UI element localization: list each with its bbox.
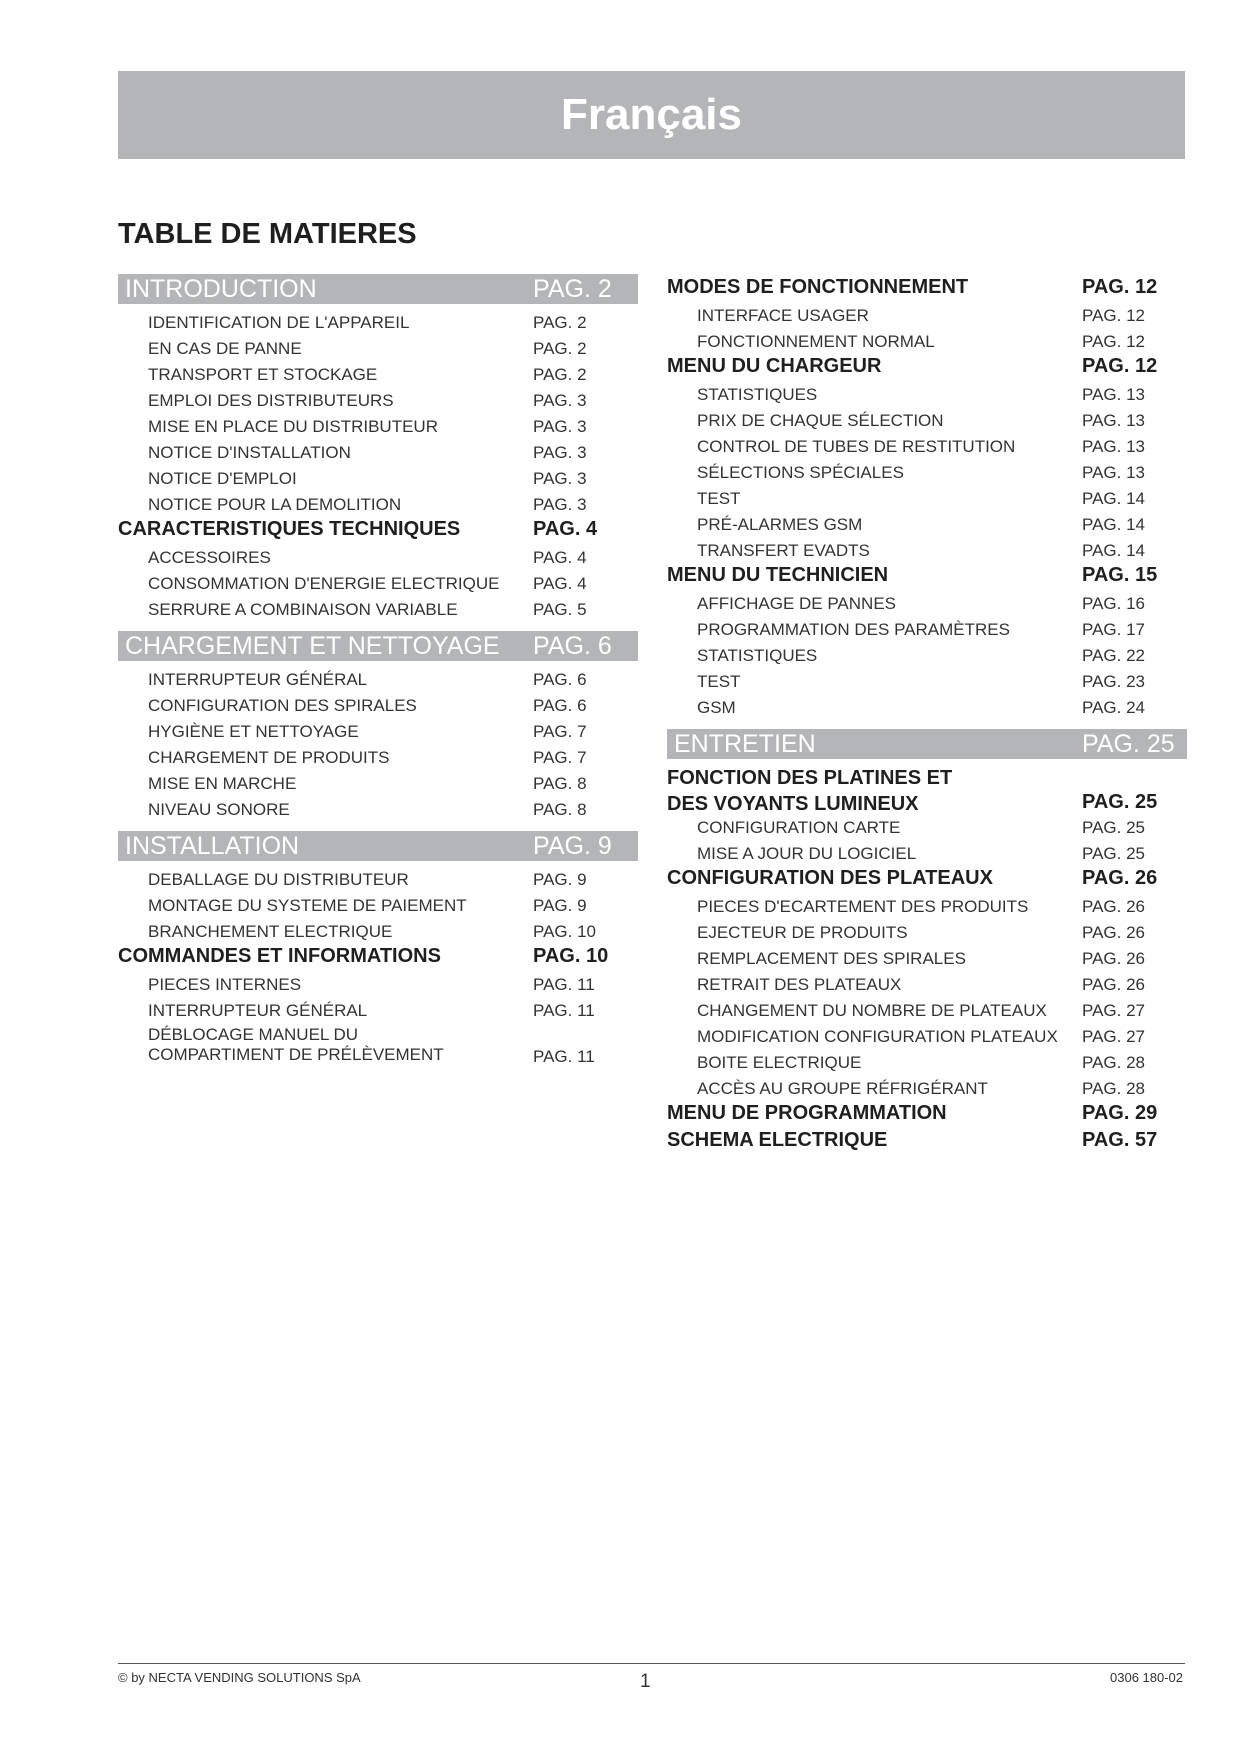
toc-heading-entry[interactable] xyxy=(667,1102,1187,1129)
toc-item-title: NIVEAU SONORE xyxy=(148,800,290,819)
toc-item-title: NOTICE D'EMPLOI xyxy=(148,469,297,488)
toc-item-entry[interactable] xyxy=(667,972,1187,998)
toc-item-page: PAG. 3 xyxy=(533,443,587,462)
toc-item-title: MISE EN MARCHE xyxy=(148,774,297,793)
toc-item-entry[interactable] xyxy=(118,388,638,414)
toc-item-entry[interactable] xyxy=(118,693,638,719)
toc-item-page: PAG. 25 xyxy=(1082,818,1145,837)
toc-item-title: ACCÈS AU GROUPE RÉFRIGÉRANT xyxy=(697,1079,988,1098)
toc-item-page: PAG. 5 xyxy=(533,600,587,619)
toc-item-page: PAG. 22 xyxy=(1082,646,1145,665)
toc-item-entry[interactable] xyxy=(118,893,638,919)
toc-item-entry[interactable] xyxy=(667,408,1187,434)
toc-item-title: REMPLACEMENT DES SPIRALES xyxy=(697,949,966,968)
toc-heading-entry[interactable] xyxy=(667,765,1187,815)
toc-item-title: SÉLECTIONS SPÉCIALES xyxy=(697,463,904,482)
toc-heading-page: PAG. 4 xyxy=(533,518,598,540)
toc-item-entry[interactable] xyxy=(118,719,638,745)
toc-item-entry[interactable] xyxy=(118,492,638,518)
toc-item-title: CHARGEMENT DE PRODUITS xyxy=(148,748,390,767)
toc-item-page: PAG. 10 xyxy=(533,922,596,941)
toc-item-title: TEST xyxy=(697,672,741,691)
toc-item-title: PRÉ-ALARMES GSM xyxy=(697,515,863,534)
toc-item-page: PAG. 16 xyxy=(1082,594,1145,613)
toc-heading-page: PAG. 26 xyxy=(1082,867,1158,889)
toc-item-title: NOTICE POUR LA DEMOLITION xyxy=(148,495,402,514)
toc-item-title-line1: DÉBLOCAGE MANUEL DU xyxy=(148,1025,359,1044)
toc-heading-title-line1: FONCTION DES PLATINES ET xyxy=(667,767,953,789)
toc-item-page: PAG. 12 xyxy=(1082,306,1145,325)
toc-item-page: PAG. 8 xyxy=(533,774,587,793)
toc-item-title: MONTAGE DU SYSTEME DE PAIEMENT xyxy=(148,896,467,915)
toc-item-page: PAG. 2 xyxy=(533,339,587,358)
toc-item-entry[interactable] xyxy=(667,695,1187,721)
toc-item-entry[interactable] xyxy=(118,797,638,823)
toc-right-column xyxy=(667,276,1187,1156)
toc-item-page: PAG. 11 xyxy=(533,1047,595,1066)
toc-item-page: PAG. 4 xyxy=(533,574,587,593)
toc-item-title: AFFICHAGE DE PANNES xyxy=(697,594,896,613)
toc-item-title: STATISTIQUES xyxy=(697,646,818,665)
toc-item-title: EJECTEUR DE PRODUITS xyxy=(697,923,908,942)
toc-item-entry[interactable] xyxy=(118,1024,638,1070)
toc-item-entry[interactable] xyxy=(667,382,1187,408)
footer-divider xyxy=(118,1663,1185,1664)
toc-heading-entry[interactable] xyxy=(118,945,638,972)
toc-item-entry[interactable] xyxy=(667,1024,1187,1050)
toc-item-page: PAG. 3 xyxy=(533,495,587,514)
toc-heading-page: PAG. 29 xyxy=(1082,1102,1158,1124)
toc-item-page: PAG. 27 xyxy=(1082,1001,1145,1020)
toc-item-title: MISE A JOUR DU LOGICIEL xyxy=(697,844,917,863)
toc-section-title: CHARGEMENT ET NETTOYAGE xyxy=(125,632,500,660)
language-banner xyxy=(118,71,1185,159)
toc-item-title: EMPLOI DES DISTRIBUTEURS xyxy=(148,391,394,410)
toc-item-title: CONFIGURATION DES SPIRALES xyxy=(148,696,417,715)
toc-item-title: PIECES INTERNES xyxy=(148,975,302,994)
toc-item-title: TRANSFERT EVADTS xyxy=(697,541,870,560)
toc-item-entry[interactable] xyxy=(667,841,1187,867)
toc-left-column xyxy=(118,274,638,1070)
toc-item-title: MISE EN PLACE DU DISTRIBUTEUR xyxy=(148,417,438,436)
toc-item-page: PAG. 26 xyxy=(1082,975,1145,994)
footer-copyright: © by NECTA VENDING SOLUTIONS SpA xyxy=(118,1670,361,1685)
toc-heading-page: PAG. 10 xyxy=(533,945,609,967)
toc-heading-title: MENU DU CHARGEUR xyxy=(667,355,882,377)
toc-item-page: PAG. 3 xyxy=(533,417,587,436)
toc-heading-title: MODES DE FONCTIONNEMENT xyxy=(667,276,969,298)
toc-item-entry[interactable] xyxy=(118,571,638,597)
toc-item-entry[interactable] xyxy=(667,617,1187,643)
toc-item-page: PAG. 11 xyxy=(533,975,595,994)
toc-item-title: PIECES D'ECARTEMENT DES PRODUITS xyxy=(697,897,1029,916)
toc-item-entry[interactable] xyxy=(118,867,638,893)
toc-item-entry[interactable] xyxy=(118,336,638,362)
toc-item-title: INTERRUPTEUR GÉNÉRAL xyxy=(148,670,368,689)
toc-item-page: PAG. 25 xyxy=(1082,844,1145,863)
toc-section-title: ENTRETIEN xyxy=(674,730,816,758)
toc-item-page: PAG. 26 xyxy=(1082,923,1145,942)
toc-item-title: CONFIGURATION CARTE xyxy=(697,818,901,837)
toc-heading-entry[interactable] xyxy=(667,1129,1187,1156)
toc-item-page: PAG. 13 xyxy=(1082,437,1145,456)
toc-item-page: PAG. 13 xyxy=(1082,385,1145,404)
toc-item-entry[interactable] xyxy=(667,1050,1187,1076)
footer-page-number: 1 xyxy=(640,1671,651,1692)
toc-title: TABLE DE MATIERES xyxy=(118,218,417,250)
toc-heading-title xyxy=(667,765,952,817)
toc-item-title: TEST xyxy=(697,489,741,508)
language-title: Français xyxy=(561,90,742,139)
toc-item-title: RETRAIT DES PLATEAUX xyxy=(697,975,902,994)
toc-item-entry[interactable] xyxy=(118,414,638,440)
toc-item-title: GSM xyxy=(697,698,736,717)
toc-item-title: INTERFACE USAGER xyxy=(697,306,869,325)
toc-section-header[interactable] xyxy=(118,631,638,661)
toc-item-title: IDENTIFICATION DE L'APPAREIL xyxy=(148,313,410,332)
toc-heading-title: CONFIGURATION DES PLATEAUX xyxy=(667,867,993,889)
toc-item-entry[interactable] xyxy=(667,434,1187,460)
toc-item-page: PAG. 14 xyxy=(1082,515,1145,534)
toc-item-entry[interactable] xyxy=(667,946,1187,972)
toc-item-entry[interactable] xyxy=(118,771,638,797)
toc-item-title xyxy=(148,1025,444,1065)
toc-heading-page: PAG. 57 xyxy=(1082,1129,1158,1151)
toc-item-title: NOTICE D'INSTALLATION xyxy=(148,443,351,462)
toc-section-title: INSTALLATION xyxy=(125,832,300,860)
toc-item-entry[interactable] xyxy=(118,545,638,571)
toc-item-entry[interactable] xyxy=(118,466,638,492)
toc-heading-entry[interactable] xyxy=(667,867,1187,894)
toc-heading-title: MENU DU TECHNICIEN xyxy=(667,564,889,586)
toc-heading-page: PAG. 15 xyxy=(1082,564,1158,586)
toc-item-entry[interactable] xyxy=(667,643,1187,669)
toc-item-entry[interactable] xyxy=(667,815,1187,841)
toc-item-page: PAG. 3 xyxy=(533,391,587,410)
toc-section-page: PAG. 9 xyxy=(533,832,612,860)
toc-item-entry[interactable] xyxy=(667,329,1187,355)
toc-item-entry[interactable] xyxy=(667,998,1187,1024)
toc-item-page: PAG. 26 xyxy=(1082,897,1145,916)
toc-item-page: PAG. 14 xyxy=(1082,489,1145,508)
toc-item-entry[interactable] xyxy=(118,972,638,998)
toc-item-page: PAG. 26 xyxy=(1082,949,1145,968)
toc-item-title: PROGRAMMATION DES PARAMÈTRES xyxy=(697,620,1010,639)
toc-item-page: PAG. 13 xyxy=(1082,411,1145,430)
toc-item-entry[interactable] xyxy=(667,669,1187,695)
toc-item-title: BRANCHEMENT ELECTRIQUE xyxy=(148,922,393,941)
toc-section-page: PAG. 6 xyxy=(533,632,612,660)
toc-item-title: PRIX DE CHAQUE SÉLECTION xyxy=(697,411,944,430)
toc-item-title: ACCESSOIRES xyxy=(148,548,271,567)
toc-item-entry[interactable] xyxy=(118,998,638,1024)
toc-item-entry[interactable] xyxy=(667,303,1187,329)
toc-item-page: PAG. 6 xyxy=(533,696,587,715)
toc-heading-page: PAG. 12 xyxy=(1082,276,1158,298)
toc-item-page: PAG. 28 xyxy=(1082,1079,1145,1098)
toc-item-page: PAG. 3 xyxy=(533,469,587,488)
toc-item-entry[interactable] xyxy=(118,667,638,693)
toc-item-title-line2: COMPARTIMENT DE PRÉLÈVEMENT xyxy=(148,1045,444,1064)
toc-section-page: PAG. 25 xyxy=(1082,730,1175,758)
toc-item-entry[interactable] xyxy=(667,920,1187,946)
toc-item-page: PAG. 9 xyxy=(533,870,587,889)
toc-item-title: DEBALLAGE DU DISTRIBUTEUR xyxy=(148,870,409,889)
toc-item-page: PAG. 11 xyxy=(533,1001,595,1020)
footer-doc-code: 0306 180-02 xyxy=(1110,1670,1184,1685)
toc-item-title: HYGIÈNE ET NETTOYAGE xyxy=(148,722,359,741)
toc-item-page: PAG. 13 xyxy=(1082,463,1145,482)
toc-item-title: EN CAS DE PANNE xyxy=(148,339,302,358)
toc-item-page: PAG. 7 xyxy=(533,748,587,767)
toc-item-title: CHANGEMENT DU NOMBRE DE PLATEAUX xyxy=(697,1001,1047,1020)
toc-heading-title: MENU DE PROGRAMMATION xyxy=(667,1102,947,1124)
toc-section-page: PAG. 2 xyxy=(533,275,612,303)
toc-item-page: PAG. 7 xyxy=(533,722,587,741)
toc-item-title: TRANSPORT ET STOCKAGE xyxy=(148,365,378,384)
toc-item-entry[interactable] xyxy=(118,310,638,336)
toc-section-header[interactable] xyxy=(667,729,1187,759)
toc-item-title: CONTROL DE TUBES DE RESTITUTION xyxy=(697,437,1016,456)
toc-item-entry[interactable] xyxy=(667,486,1187,512)
toc-item-entry[interactable] xyxy=(667,538,1187,564)
toc-heading-page: PAG. 25 xyxy=(1082,791,1158,813)
toc-item-title: MODIFICATION CONFIGURATION PLATEAUX xyxy=(697,1027,1058,1046)
toc-item-entry[interactable] xyxy=(118,745,638,771)
toc-heading-title: CARACTERISTIQUES TECHNIQUES xyxy=(118,518,461,540)
toc-item-entry[interactable] xyxy=(667,591,1187,617)
toc-item-page: PAG. 4 xyxy=(533,548,587,567)
toc-item-page: PAG. 2 xyxy=(533,365,587,384)
toc-item-page: PAG. 6 xyxy=(533,670,587,689)
toc-heading-entry[interactable] xyxy=(667,276,1187,303)
toc-item-page: PAG. 8 xyxy=(533,800,587,819)
toc-item-entry[interactable] xyxy=(667,460,1187,486)
toc-item-title: CONSOMMATION D'ENERGIE ELECTRIQUE xyxy=(148,574,500,593)
toc-heading-title: SCHEMA ELECTRIQUE xyxy=(667,1129,888,1151)
toc-item-page: PAG. 12 xyxy=(1082,332,1145,351)
toc-item-entry[interactable] xyxy=(667,894,1187,920)
toc-item-page: PAG. 28 xyxy=(1082,1053,1145,1072)
toc-item-page: PAG. 23 xyxy=(1082,672,1145,691)
toc-item-title: FONCTIONNEMENT NORMAL xyxy=(697,332,935,351)
toc-item-title: INTERRUPTEUR GÉNÉRAL xyxy=(148,1001,368,1020)
toc-item-entry[interactable] xyxy=(667,512,1187,538)
toc-item-page: PAG. 24 xyxy=(1082,698,1145,717)
toc-heading-page: PAG. 12 xyxy=(1082,355,1158,377)
toc-item-entry[interactable] xyxy=(118,440,638,466)
toc-section-header[interactable] xyxy=(118,831,638,861)
toc-item-entry[interactable] xyxy=(118,597,638,623)
toc-item-page: PAG. 17 xyxy=(1082,620,1145,639)
toc-heading-entry[interactable] xyxy=(118,518,638,545)
toc-item-page: PAG. 2 xyxy=(533,313,587,332)
toc-item-entry[interactable] xyxy=(118,362,638,388)
toc-item-title: SERRURE A COMBINAISON VARIABLE xyxy=(148,600,458,619)
toc-section-header[interactable] xyxy=(118,274,638,304)
toc-item-title: BOITE ELECTRIQUE xyxy=(697,1053,862,1072)
toc-heading-title: COMMANDES ET INFORMATIONS xyxy=(118,945,441,967)
toc-heading-entry[interactable] xyxy=(667,355,1187,382)
toc-item-page: PAG. 27 xyxy=(1082,1027,1145,1046)
toc-item-page: PAG. 14 xyxy=(1082,541,1145,560)
toc-item-entry[interactable] xyxy=(667,1076,1187,1102)
toc-item-page: PAG. 9 xyxy=(533,896,587,915)
toc-item-entry[interactable] xyxy=(118,919,638,945)
toc-section-title: INTRODUCTION xyxy=(125,275,317,303)
toc-heading-title-line2: DES VOYANTS LUMINEUX xyxy=(667,793,919,815)
toc-item-title: STATISTIQUES xyxy=(697,385,818,404)
toc-heading-entry[interactable] xyxy=(667,564,1187,591)
